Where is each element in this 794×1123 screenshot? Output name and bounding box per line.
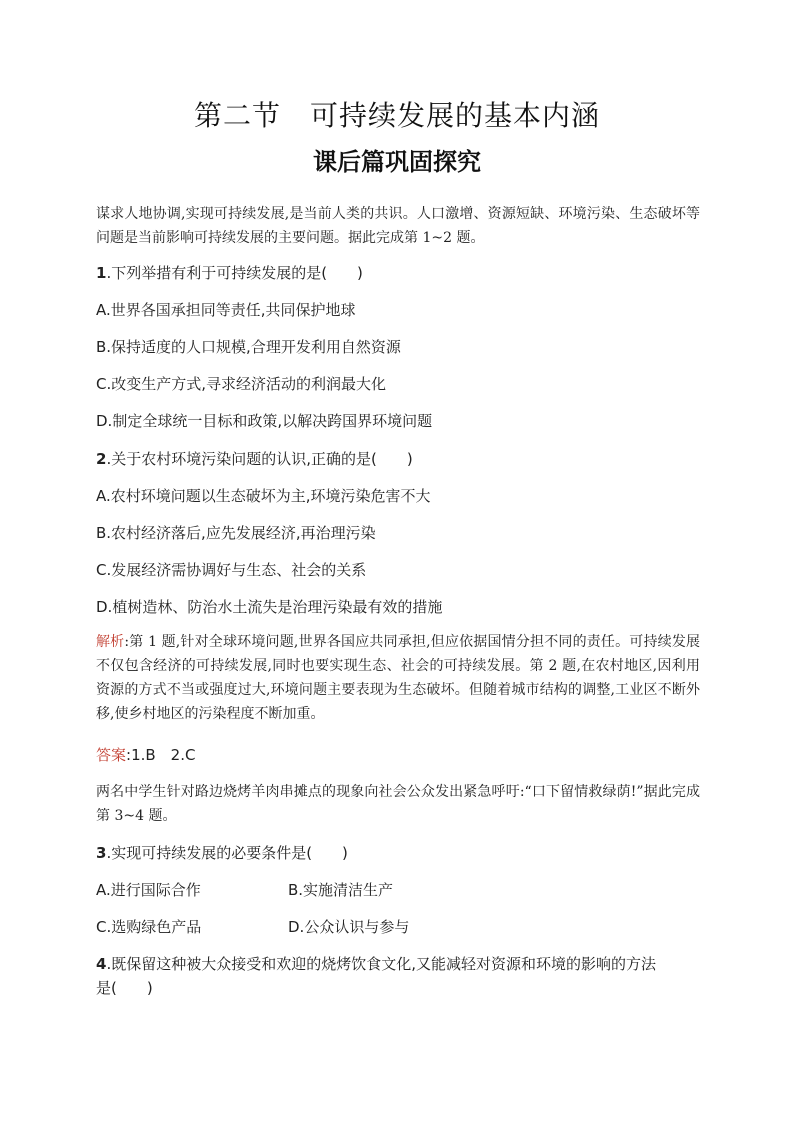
question-3-option-b: B.实施清洁生产	[288, 881, 394, 899]
analysis-label: 解析	[96, 634, 125, 650]
question-2-option-c: C.发展经济需协调好与生态、社会的关系	[96, 561, 367, 579]
question-4-stem-line-1	[96, 953, 656, 975]
question-4-number: 4	[96, 955, 107, 973]
question-3-text: .实现可持续发展的必要条件是( )	[106, 844, 348, 862]
answer-text: :1.B 2.C	[126, 746, 196, 764]
question-4-text-1: .既保留这种被大众接受和欢迎的烧烤饮食文化,又能减轻对资源和环境的影响的方法	[106, 955, 656, 973]
page-title: 第二节 可持续发展的基本内涵	[193, 99, 600, 132]
question-3-option-a: A.进行国际合作	[96, 881, 201, 899]
analysis-text: :第 1 题,针对全球环境问题,世界各国应共同承担,但应依据国情分担不同的责任。可持续发展不仅包含经济的可持续发展,同时也要实现生态、社会的可持续发展。第 2 题,在农村地区,因利用资源的方式不当或强度过大,环境问题主要表现为生态破坏。但随着城市结构的调整,工业区不断外移,使乡村地区的污染程度不断加重。	[96, 634, 701, 722]
intro-paragraph-1: 谋求人地协调,实现可持续发展,是当前人类的共识。人口激增、资源短缺、环境污染、生态破坏等问题是当前影响可持续发展的主要问题。据此完成第 1~2 题。	[96, 206, 700, 246]
question-3-number: 3	[96, 844, 107, 862]
question-2-stem	[96, 448, 413, 470]
question-1-text: .下列举措有利于可持续发展的是( )	[106, 264, 363, 282]
section-subtitle: 课后篇巩固探究	[313, 148, 481, 176]
question-3-option-c: C.选购绿色产品	[96, 918, 202, 936]
question-1-number: 1	[96, 264, 107, 282]
answer-line	[96, 744, 195, 766]
question-3-option-d: D.公众认识与参与	[288, 918, 410, 936]
question-2-number: 2	[96, 450, 107, 468]
question-1-option-d: D.制定全球统一目标和政策,以解决跨国界环境问题	[96, 412, 433, 430]
question-2-option-a: A.农村环境问题以生态破坏为主,环境污染危害不大	[96, 487, 431, 505]
question-1-stem	[96, 262, 363, 284]
question-1-option-a: A.世界各国承担同等责任,共同保护地球	[96, 301, 356, 319]
question-1-option-c: C.改变生产方式,寻求经济活动的利润最大化	[96, 375, 387, 393]
answer-label: 答案	[96, 746, 127, 764]
question-1-option-b: B.保持适度的人口规模,合理开发利用自然资源	[96, 338, 401, 356]
question-2-option-b: B.农村经济落后,应先发展经济,再治理污染	[96, 524, 376, 542]
question-2-option-d: D.植树造林、防治水土流失是治理污染最有效的措施	[96, 598, 443, 616]
question-2-text: .关于农村环境污染问题的认识,正确的是( )	[106, 450, 413, 468]
analysis-paragraph	[96, 630, 700, 726]
intro-paragraph-2: 两名中学生针对路边烧烤羊肉串摊点的现象向社会公众发出紧急呼吁:“口下留情救绿荫!”据此完成第 3~4 题。	[96, 784, 700, 824]
question-3-stem	[96, 842, 348, 864]
question-4-stem-line-2: 是( )	[96, 979, 153, 997]
